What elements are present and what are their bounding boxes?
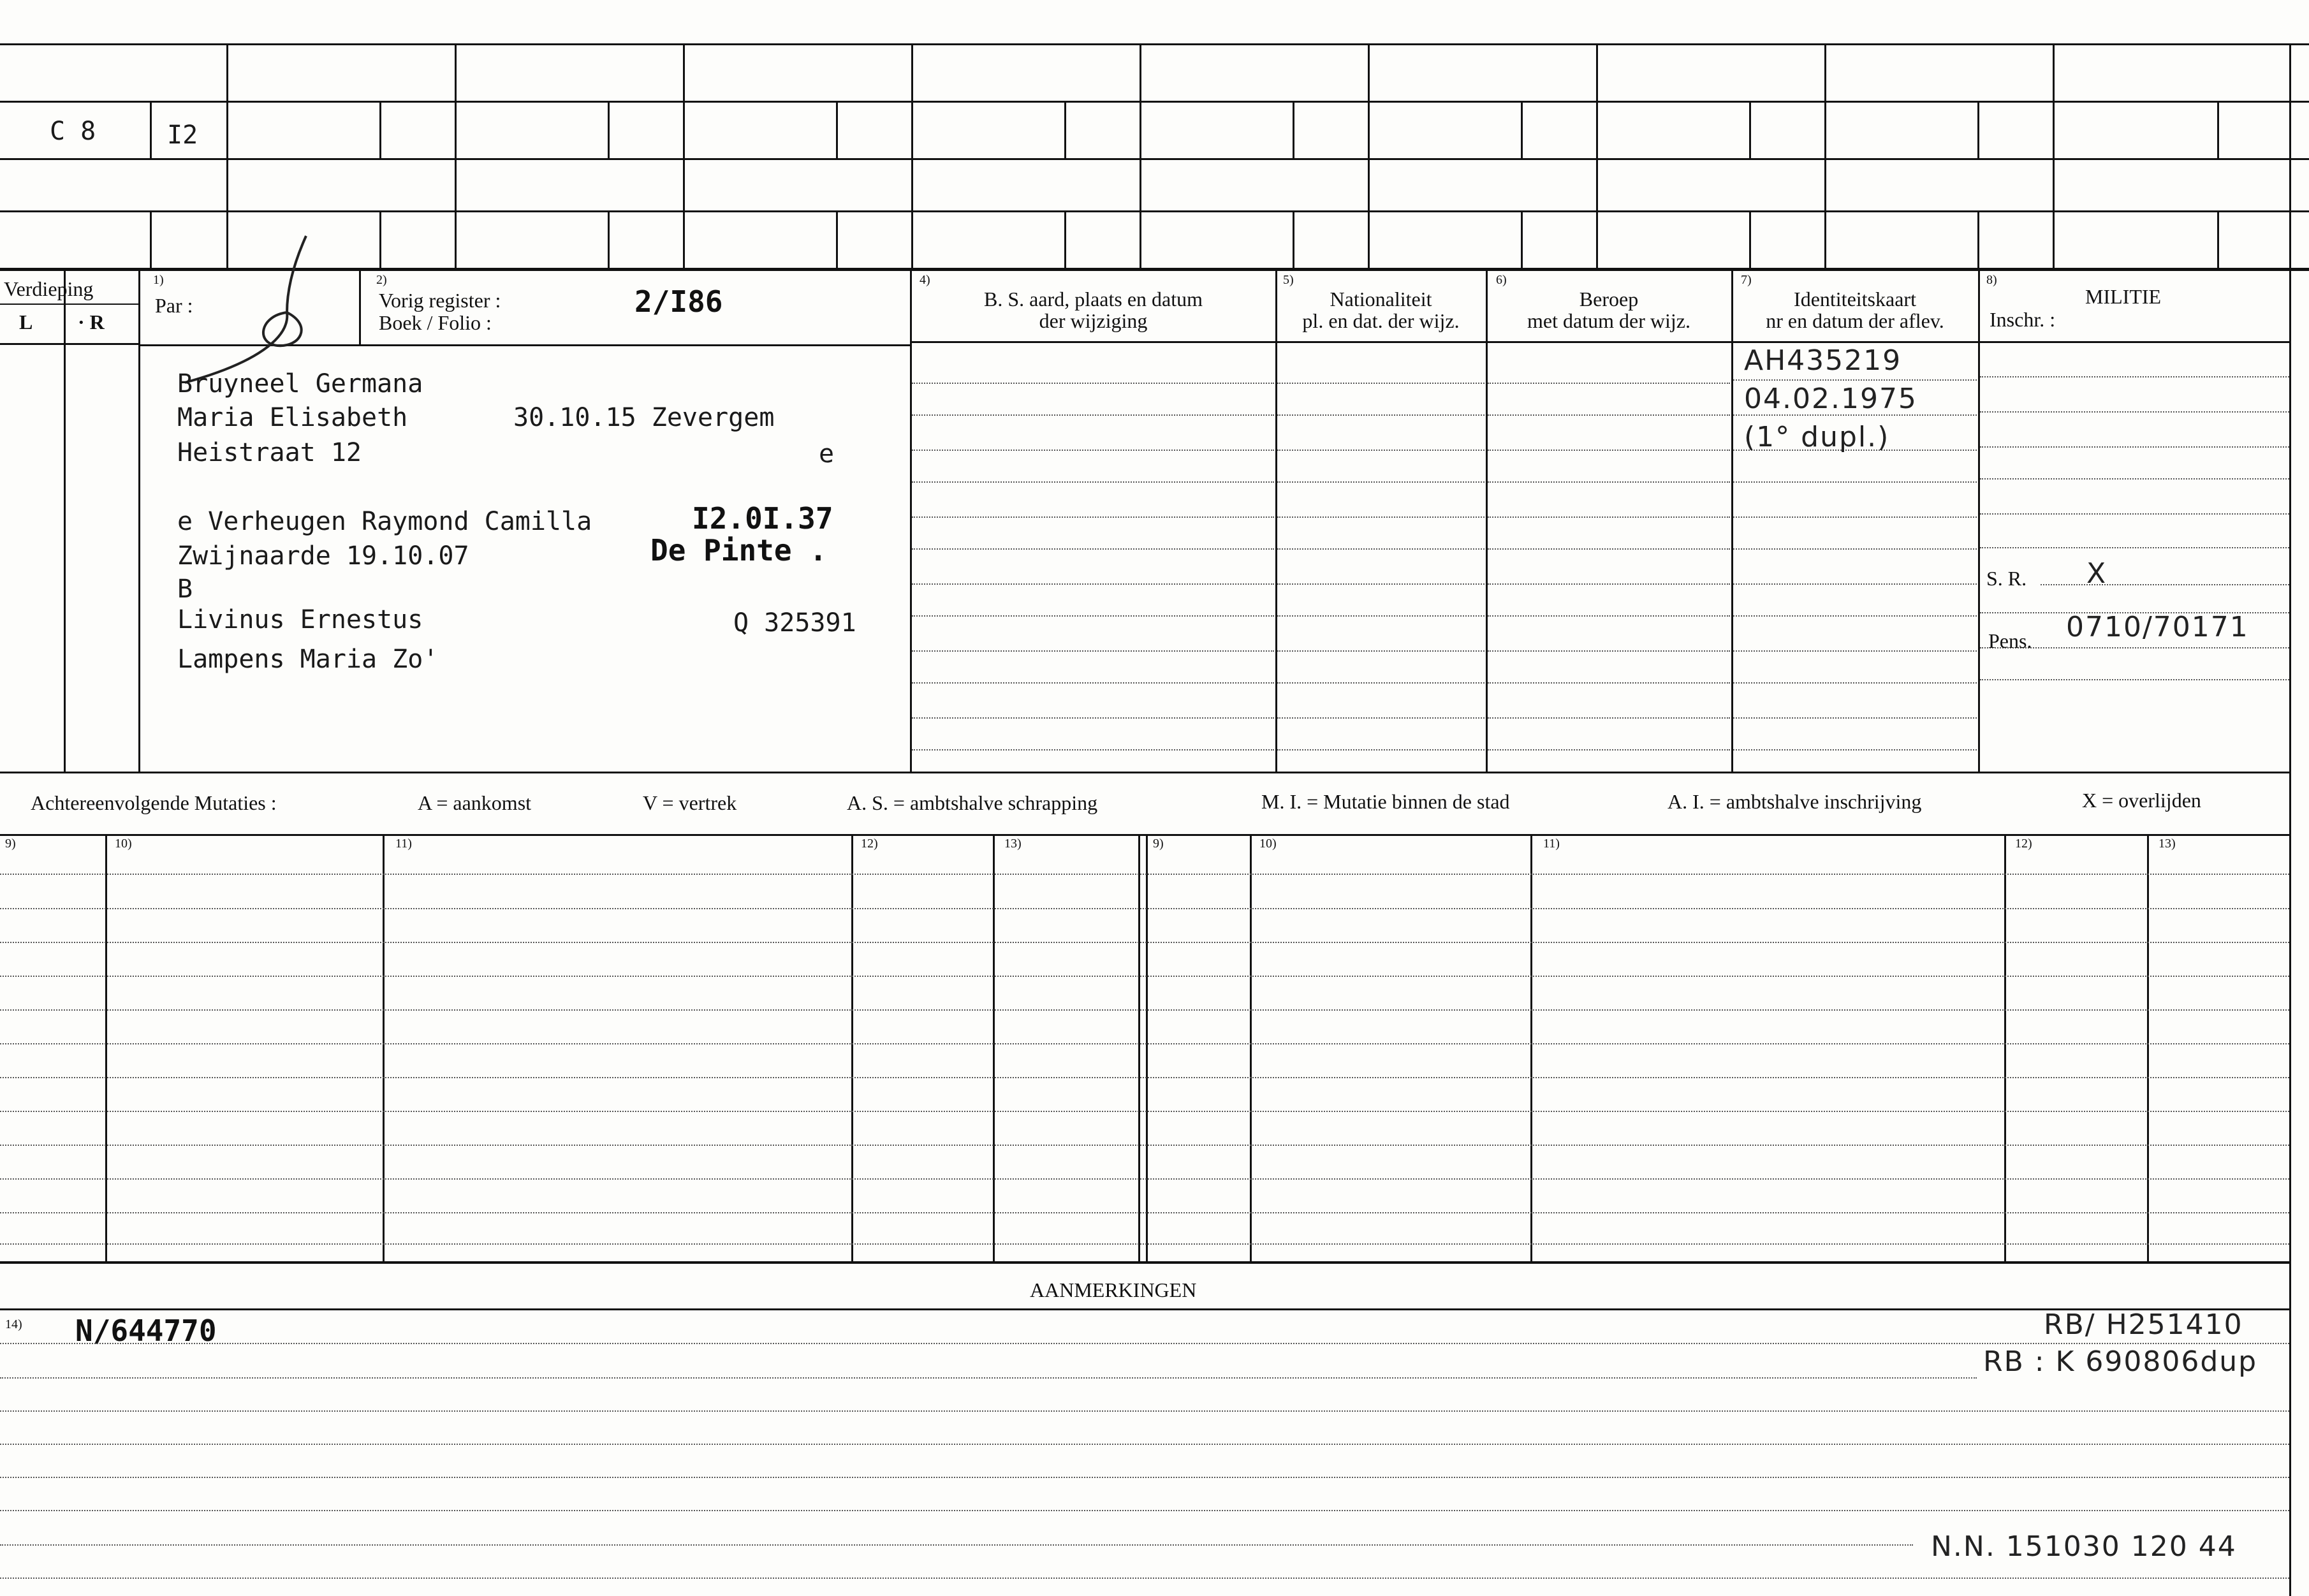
- grid-vline: [836, 101, 838, 158]
- col-number-10b: 10): [1259, 837, 1277, 851]
- dotted-row: [1488, 615, 1730, 617]
- col-number-6: 6): [1496, 273, 1507, 287]
- grid-vline: [608, 101, 610, 158]
- dotted-row: [1488, 548, 1730, 550]
- mutaties-v: V = vertrek: [643, 791, 737, 814]
- col-number-9: 9): [5, 837, 16, 851]
- dotted-row: [1733, 717, 1977, 719]
- dotted-row: [1277, 749, 1484, 750]
- grid-line: [0, 268, 2309, 271]
- grid-vline: [455, 43, 457, 268]
- dotted-row: [1277, 615, 1484, 617]
- mutaties-top-line: [0, 834, 2289, 836]
- mut-row: [0, 908, 2289, 909]
- person-line-3: Heistraat 12: [177, 438, 362, 467]
- grid-line: [0, 101, 2309, 103]
- grid-vline: [1749, 210, 1751, 268]
- remark-row: [0, 1544, 1913, 1546]
- l-label: L: [19, 311, 33, 333]
- dotted-row: [1488, 682, 1730, 684]
- col-number-11: 11): [395, 837, 412, 851]
- person-line-8: Lampens Maria Zo': [177, 645, 439, 674]
- militie-label: MILITIE: [2085, 285, 2162, 308]
- dotted-row: [1488, 414, 1730, 416]
- dotted-row: [1277, 414, 1484, 416]
- dotted-row: [1733, 548, 1977, 550]
- person-line-6: B: [177, 575, 193, 604]
- dotted-row: [1488, 749, 1730, 750]
- dotted-row: [1980, 411, 2289, 413]
- col-number-13: 13): [1004, 837, 1022, 851]
- mutaties-x: X = overlijden: [2082, 789, 2201, 812]
- mut-row: [0, 1212, 2289, 1213]
- grid-vline: [1293, 210, 1294, 268]
- dotted-row: [1277, 717, 1484, 719]
- col-number-10: 10): [115, 837, 132, 851]
- dotted-row: [1733, 379, 1977, 381]
- col-number-2: 2): [376, 273, 387, 287]
- grid-vline: [1521, 210, 1523, 268]
- col-number-14: 14): [5, 1317, 22, 1331]
- dotted-row: [1980, 547, 2289, 548]
- remark-row: [0, 1477, 2289, 1478]
- dotted-row: [912, 548, 1274, 550]
- dotted-row: [1488, 383, 1730, 384]
- mutaties-ai: A. I. = ambtshalve inschrijving: [1668, 790, 1922, 813]
- person-line-3-mark: e: [819, 439, 835, 469]
- dotted-row: [912, 383, 1274, 384]
- pens-label: Pens.: [1988, 629, 2032, 652]
- mutaties-bottom-line: [0, 1261, 2289, 1264]
- dotted-row: [1733, 583, 1977, 585]
- right-edge: [2289, 43, 2291, 1596]
- lr-divider: [64, 304, 66, 772]
- mut-vline: [2147, 834, 2149, 1261]
- mutaties-as: A. S. = ambtshalve schrapping: [847, 791, 1098, 814]
- dotted-row: [912, 450, 1274, 451]
- grid-vline: [1977, 210, 1979, 268]
- beroep-header-line1: Beroep: [1579, 288, 1639, 311]
- remark-n-code: N/644770: [75, 1314, 217, 1348]
- person-line-2-date: 30.10.15 Zevergem: [513, 403, 775, 432]
- par-label: Par :: [155, 294, 193, 317]
- grid-vline: [1749, 101, 1751, 158]
- grid-vline: [379, 210, 381, 268]
- inschr-label: Inschr. :: [1990, 308, 2056, 331]
- dotted-row: [1980, 513, 2289, 515]
- mut-vline: [1146, 834, 1148, 1261]
- dotted-row: [1488, 583, 1730, 585]
- mut-row: [0, 1178, 2289, 1180]
- id-card-date: 04.02.1975: [1744, 383, 1917, 415]
- dotted-row: [1277, 383, 1484, 384]
- grid-vline: [2217, 101, 2219, 158]
- mut-row: [0, 942, 2289, 943]
- pens-value: 0710/70171: [2066, 611, 2249, 643]
- dotted-row: [1277, 682, 1484, 684]
- dotted-row: [912, 481, 1274, 483]
- dotted-row: [1488, 450, 1730, 451]
- dotted-row: [1733, 682, 1977, 684]
- grid-vline: [1596, 43, 1598, 268]
- main-vline: [1486, 268, 1488, 772]
- aanmerkingen-line: [0, 1308, 2289, 1310]
- dotted-row: [1488, 717, 1730, 719]
- beroep-header-line2: met datum der wijz.: [1527, 309, 1690, 332]
- col-number-11b: 11): [1543, 837, 1560, 851]
- remark-row: [0, 1444, 2289, 1445]
- dotted-row: [912, 516, 1274, 518]
- remark-row: [0, 1410, 2289, 1412]
- mut-vline: [993, 834, 995, 1261]
- verdieping-label: Verdieping: [4, 277, 94, 300]
- grid-vline: [150, 210, 152, 268]
- col-number-7: 7): [1741, 273, 1752, 287]
- mut-vline: [2004, 834, 2006, 1261]
- main-vline: [1978, 268, 1980, 772]
- header-bottom-line: [0, 343, 138, 345]
- top-border: [0, 43, 2309, 45]
- sr-label: S. R.: [1986, 567, 2027, 590]
- dotted-row: [1277, 481, 1484, 483]
- remark-rb1: RB/ H251410: [2044, 1308, 2243, 1341]
- grid-line: [0, 158, 2309, 160]
- dotted-row: [912, 414, 1274, 416]
- remark-row: [0, 1510, 2289, 1511]
- dotted-row: [1488, 481, 1730, 483]
- person-line-4: e Verheugen Raymond Camilla: [177, 507, 592, 536]
- main-bottom-line: [0, 772, 2289, 773]
- dotted-row: [1488, 516, 1730, 518]
- mut-row: [0, 1009, 2289, 1011]
- mut-vline: [383, 834, 385, 1261]
- remark-rb2: RB : K 690806dup: [1983, 1345, 2258, 1378]
- grid-vline: [683, 43, 685, 268]
- i-code: I2: [167, 121, 198, 150]
- main-vline: [138, 268, 140, 772]
- mut-vline: [105, 834, 107, 1261]
- grid-vline: [1368, 43, 1370, 268]
- id-card-note: (1° dupl.): [1744, 421, 1890, 453]
- dotted-row: [1488, 650, 1730, 652]
- vorig-register-value: 2/I86: [634, 284, 723, 319]
- col-number-4: 4): [920, 273, 930, 287]
- id-header-line2: nr en datum der aflev.: [1766, 309, 1944, 332]
- nat-header-line2: pl. en dat. der wijz.: [1302, 309, 1460, 332]
- remark-nn: N.N. 151030 120 44: [1931, 1530, 2237, 1563]
- col-number-13b: 13): [2159, 837, 2176, 851]
- grid-vline: [911, 43, 913, 268]
- marriage-date: I2.0I.37: [692, 501, 833, 536]
- grid-vline: [1977, 101, 1979, 158]
- boek-folio-label: Boek / Folio :: [379, 311, 492, 334]
- grid-line: [0, 210, 2309, 212]
- col-number-5: 5): [1283, 273, 1294, 287]
- grid-vline: [1140, 43, 1141, 268]
- mutaties-title: Achtereenvolgende Mutaties :: [31, 791, 277, 814]
- dotted-row: [912, 615, 1274, 617]
- col-number-12: 12): [861, 837, 878, 851]
- mut-row: [0, 1043, 2289, 1044]
- dotted-row: [912, 650, 1274, 652]
- marriage-place: De Pinte .: [650, 533, 827, 567]
- grid-vline: [2217, 210, 2219, 268]
- verdieping-sub-line: [0, 304, 138, 305]
- mut-row: [0, 874, 2289, 875]
- mut-row: [0, 976, 2289, 977]
- dotted-row: [1733, 516, 1977, 518]
- dotted-row: [1277, 650, 1484, 652]
- dotted-row: [1980, 376, 2289, 377]
- person-line-1: Bruyneel Germana: [177, 369, 423, 399]
- sr-underline: [2041, 584, 2289, 585]
- dotted-row: [1980, 478, 2289, 480]
- dotted-row: [912, 682, 1274, 684]
- mutaties-mi: M. I. = Mutatie binnen de stad: [1261, 790, 1510, 813]
- id-header-line1: Identiteitskaart: [1794, 288, 1916, 311]
- grid-vline: [150, 101, 152, 158]
- person-line-7-code: Q 325391: [733, 608, 856, 638]
- grid-vline: [608, 210, 610, 268]
- col-number-12b: 12): [2015, 837, 2032, 851]
- mut-row: [0, 1111, 2289, 1112]
- dotted-row: [1980, 446, 2289, 448]
- dotted-row: [1733, 650, 1977, 652]
- aanmerkingen-title: AANMERKINGEN: [1030, 1278, 1197, 1301]
- col-number-8: 8): [1986, 273, 1997, 287]
- mut-row: [0, 1077, 2289, 1078]
- bs-header-line1: B. S. aard, plaats en datum: [983, 288, 1203, 311]
- remark-row: [0, 1377, 1977, 1379]
- dotted-row: [912, 749, 1274, 750]
- dotted-row: [1733, 615, 1977, 617]
- mut-row: [0, 1243, 2289, 1245]
- dotted-row: [1277, 548, 1484, 550]
- c-code: C 8: [50, 117, 96, 146]
- main-vline: [1275, 268, 1277, 772]
- main-vline: [910, 268, 912, 772]
- dotted-row: [1980, 679, 2289, 680]
- grid-vline: [2053, 43, 2055, 268]
- grid-vline: [379, 101, 381, 158]
- sr-value: X: [2086, 557, 2107, 590]
- dotted-row: [1733, 481, 1977, 483]
- mut-row: [0, 1145, 2289, 1146]
- person-line-5: Zwijnaarde 19.10.07: [177, 541, 469, 571]
- grid-vline: [1064, 210, 1066, 268]
- mut-vline: [1138, 834, 1140, 1261]
- nat-header-line1: Nationaliteit: [1330, 288, 1432, 311]
- col-number-9b: 9): [1153, 837, 1164, 851]
- mut-vline: [1530, 834, 1532, 1261]
- grid-vline: [1521, 101, 1523, 158]
- header-bottom-line: [910, 341, 2289, 343]
- main-vline: [1731, 268, 1733, 772]
- grid-vline: [1824, 43, 1826, 268]
- bs-header-line2: der wijziging: [1039, 309, 1148, 332]
- dotted-row: [912, 717, 1274, 719]
- remark-row: [0, 1578, 2289, 1579]
- col-number-1: 1): [153, 273, 164, 287]
- id-card-number: AH435219: [1744, 344, 1902, 377]
- dotted-row: [1733, 749, 1977, 750]
- grid-vline: [836, 210, 838, 268]
- mut-vline: [851, 834, 853, 1261]
- remark-row: [0, 1343, 2289, 1344]
- grid-vline: [1293, 101, 1294, 158]
- vorig-register-label: Vorig register :: [379, 289, 501, 312]
- dotted-row: [912, 583, 1274, 585]
- r-label: · R: [78, 311, 105, 333]
- main-vline: [359, 268, 361, 344]
- mut-vline: [1250, 834, 1252, 1261]
- dotted-row: [1277, 583, 1484, 585]
- person-line-7: Livinus Ernestus: [177, 605, 423, 634]
- person-line-2-name: Maria Elisabeth: [177, 403, 408, 432]
- mutaties-a: A = aankomst: [418, 791, 532, 814]
- dotted-row: [1277, 450, 1484, 451]
- dotted-row: [1277, 516, 1484, 518]
- grid-vline: [1064, 101, 1066, 158]
